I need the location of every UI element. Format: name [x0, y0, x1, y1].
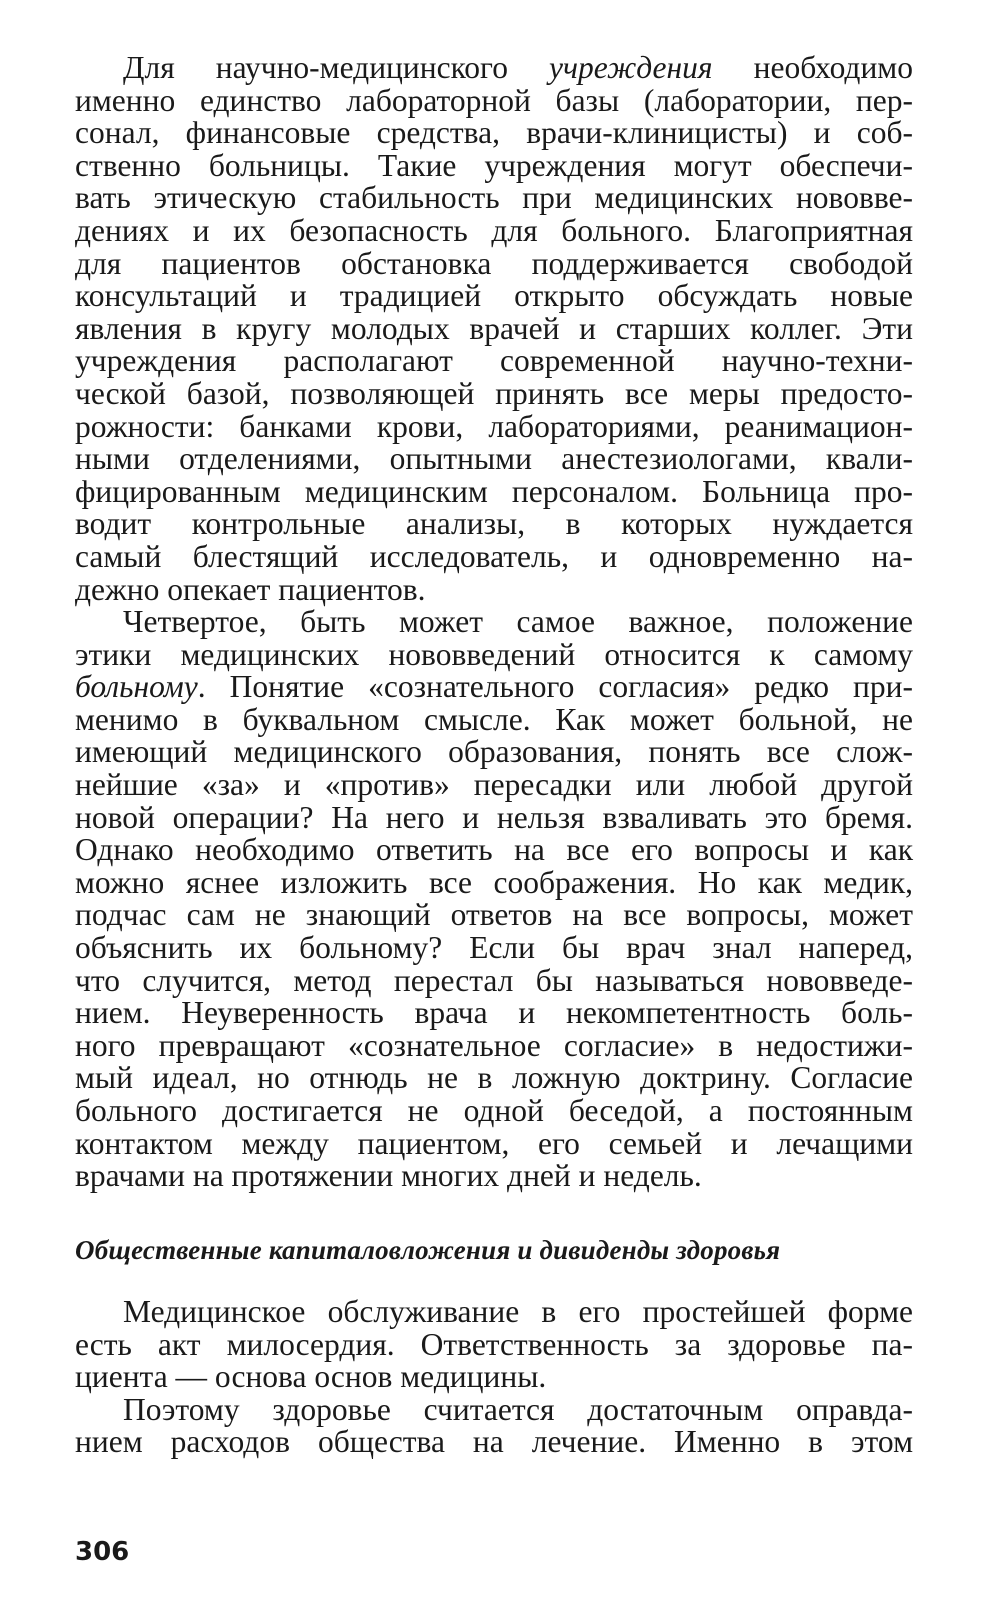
page-body-continued: [75, 1296, 913, 1459]
text-line: водит контрольные анализы, в которых нуждается: [75, 506, 913, 542]
text-line: Поэтому здоровье считается достаточным оправда-: [123, 1391, 913, 1427]
text-line: самый блестящий исследователь, и одновременно на-: [75, 538, 913, 574]
text-line: новой операции? На него и нельзя взваливать это бремя.: [75, 799, 913, 835]
emphasis-text: больному: [75, 669, 198, 705]
text-line: нием. Неуверенность врача и некомпетентность боль-: [75, 995, 913, 1031]
page-body: [75, 52, 913, 1193]
text-line: Однако необходимо ответить на все его вопросы и как: [75, 832, 913, 868]
text-line: объяснить их больному? Если бы врач знал наперед,: [75, 930, 913, 966]
text-line: есть акт милосердия. Ответственность за здоровье па-: [75, 1326, 913, 1362]
text-line: Медицинское обслуживание в его простейшей форме: [123, 1294, 913, 1329]
text-line: больного достигается не одной беседой, а постоянным: [75, 1093, 913, 1128]
text-line: нейшие «за» и «против» пересадки или любой другой: [75, 767, 913, 803]
text-line: ческой базой, позволяющей принять все меры предосто-: [75, 375, 913, 411]
text-line: [75, 671, 913, 704]
text-line: можно яснее изложить все соображения. Но как медик,: [75, 864, 913, 900]
text-line: имеющий медицинского образования, понять все слож-: [75, 734, 913, 770]
section-heading: Общественные капиталовложения и дивиденды здоровья: [75, 1235, 781, 1265]
text-line: рожности: банками крови, лабораториями, реанимацион-: [75, 408, 913, 444]
text-line: врачами на протяжении многих дней и недель.: [75, 1158, 702, 1194]
text-line: менимо в буквальном смысле. Как может больной, не: [75, 701, 913, 737]
text-line: сонал, финансовые средства, врачи-клиницисты) и соб-: [75, 115, 913, 151]
text-line: вать этическую стабильность при медицинских нововве-: [75, 180, 913, 216]
text-line: что случится, метод перестал бы называться нововведе-: [75, 962, 913, 998]
text-line: этики медицинских нововведений относится к самому: [75, 636, 913, 672]
paragraph-4: [75, 1391, 913, 1460]
text-line: учреждения располагают современной научно-техни-: [75, 343, 913, 379]
text-line: для пациентов обстановка поддерживается свободой: [75, 245, 913, 281]
text-line: фицированным медицинским персоналом. Больница про-: [75, 473, 913, 509]
text-line: [75, 52, 913, 85]
text-line: дениях и их безопасность для больного. Благоприятная: [75, 212, 913, 248]
page-number: 306: [75, 1537, 130, 1567]
text-line: ными отделениями, опытными анестезиологами, квали-: [75, 441, 913, 477]
text-line: циента — основа основ медицины.: [75, 1359, 547, 1395]
text-span: . Понятие «сознательного согласия» редко при-: [197, 669, 913, 705]
text-line: ственно больницы. Такие учреждения могут обеспечи-: [75, 147, 913, 183]
text-line: мый идеал, но отнюдь не в ложную доктрину. Согласие: [75, 1060, 913, 1096]
text-line: нием расходов общества на лечение. Именно в этом: [75, 1424, 913, 1460]
text-line: именно единство лабораторной базы (лаборатории, пер-: [75, 82, 913, 118]
emphasis-text: учреждения: [548, 50, 713, 85]
text-span: Для научно-медицинского: [123, 50, 549, 85]
paragraph-1: [75, 52, 913, 606]
paragraph-2: [75, 606, 913, 1193]
text-line: ного превращают «сознательное согласие» в недостижи-: [75, 1027, 913, 1063]
text-line: подчас сам не знающий ответов на все вопросы, может: [75, 897, 913, 933]
text-line: явления в кругу молодых врачей и старших коллег. Эти: [75, 310, 913, 346]
text-line: Четвертое, быть может самое важное, положение: [123, 604, 913, 640]
text-span: необходимо: [712, 50, 913, 85]
text-line: контактом между пациентом, его семьей и лечащими: [75, 1125, 913, 1161]
text-line: консультаций и традицией открыто обсуждать новые: [75, 278, 913, 314]
paragraph-3: [75, 1296, 913, 1394]
text-line: дежно опекает пациентов.: [75, 571, 426, 607]
